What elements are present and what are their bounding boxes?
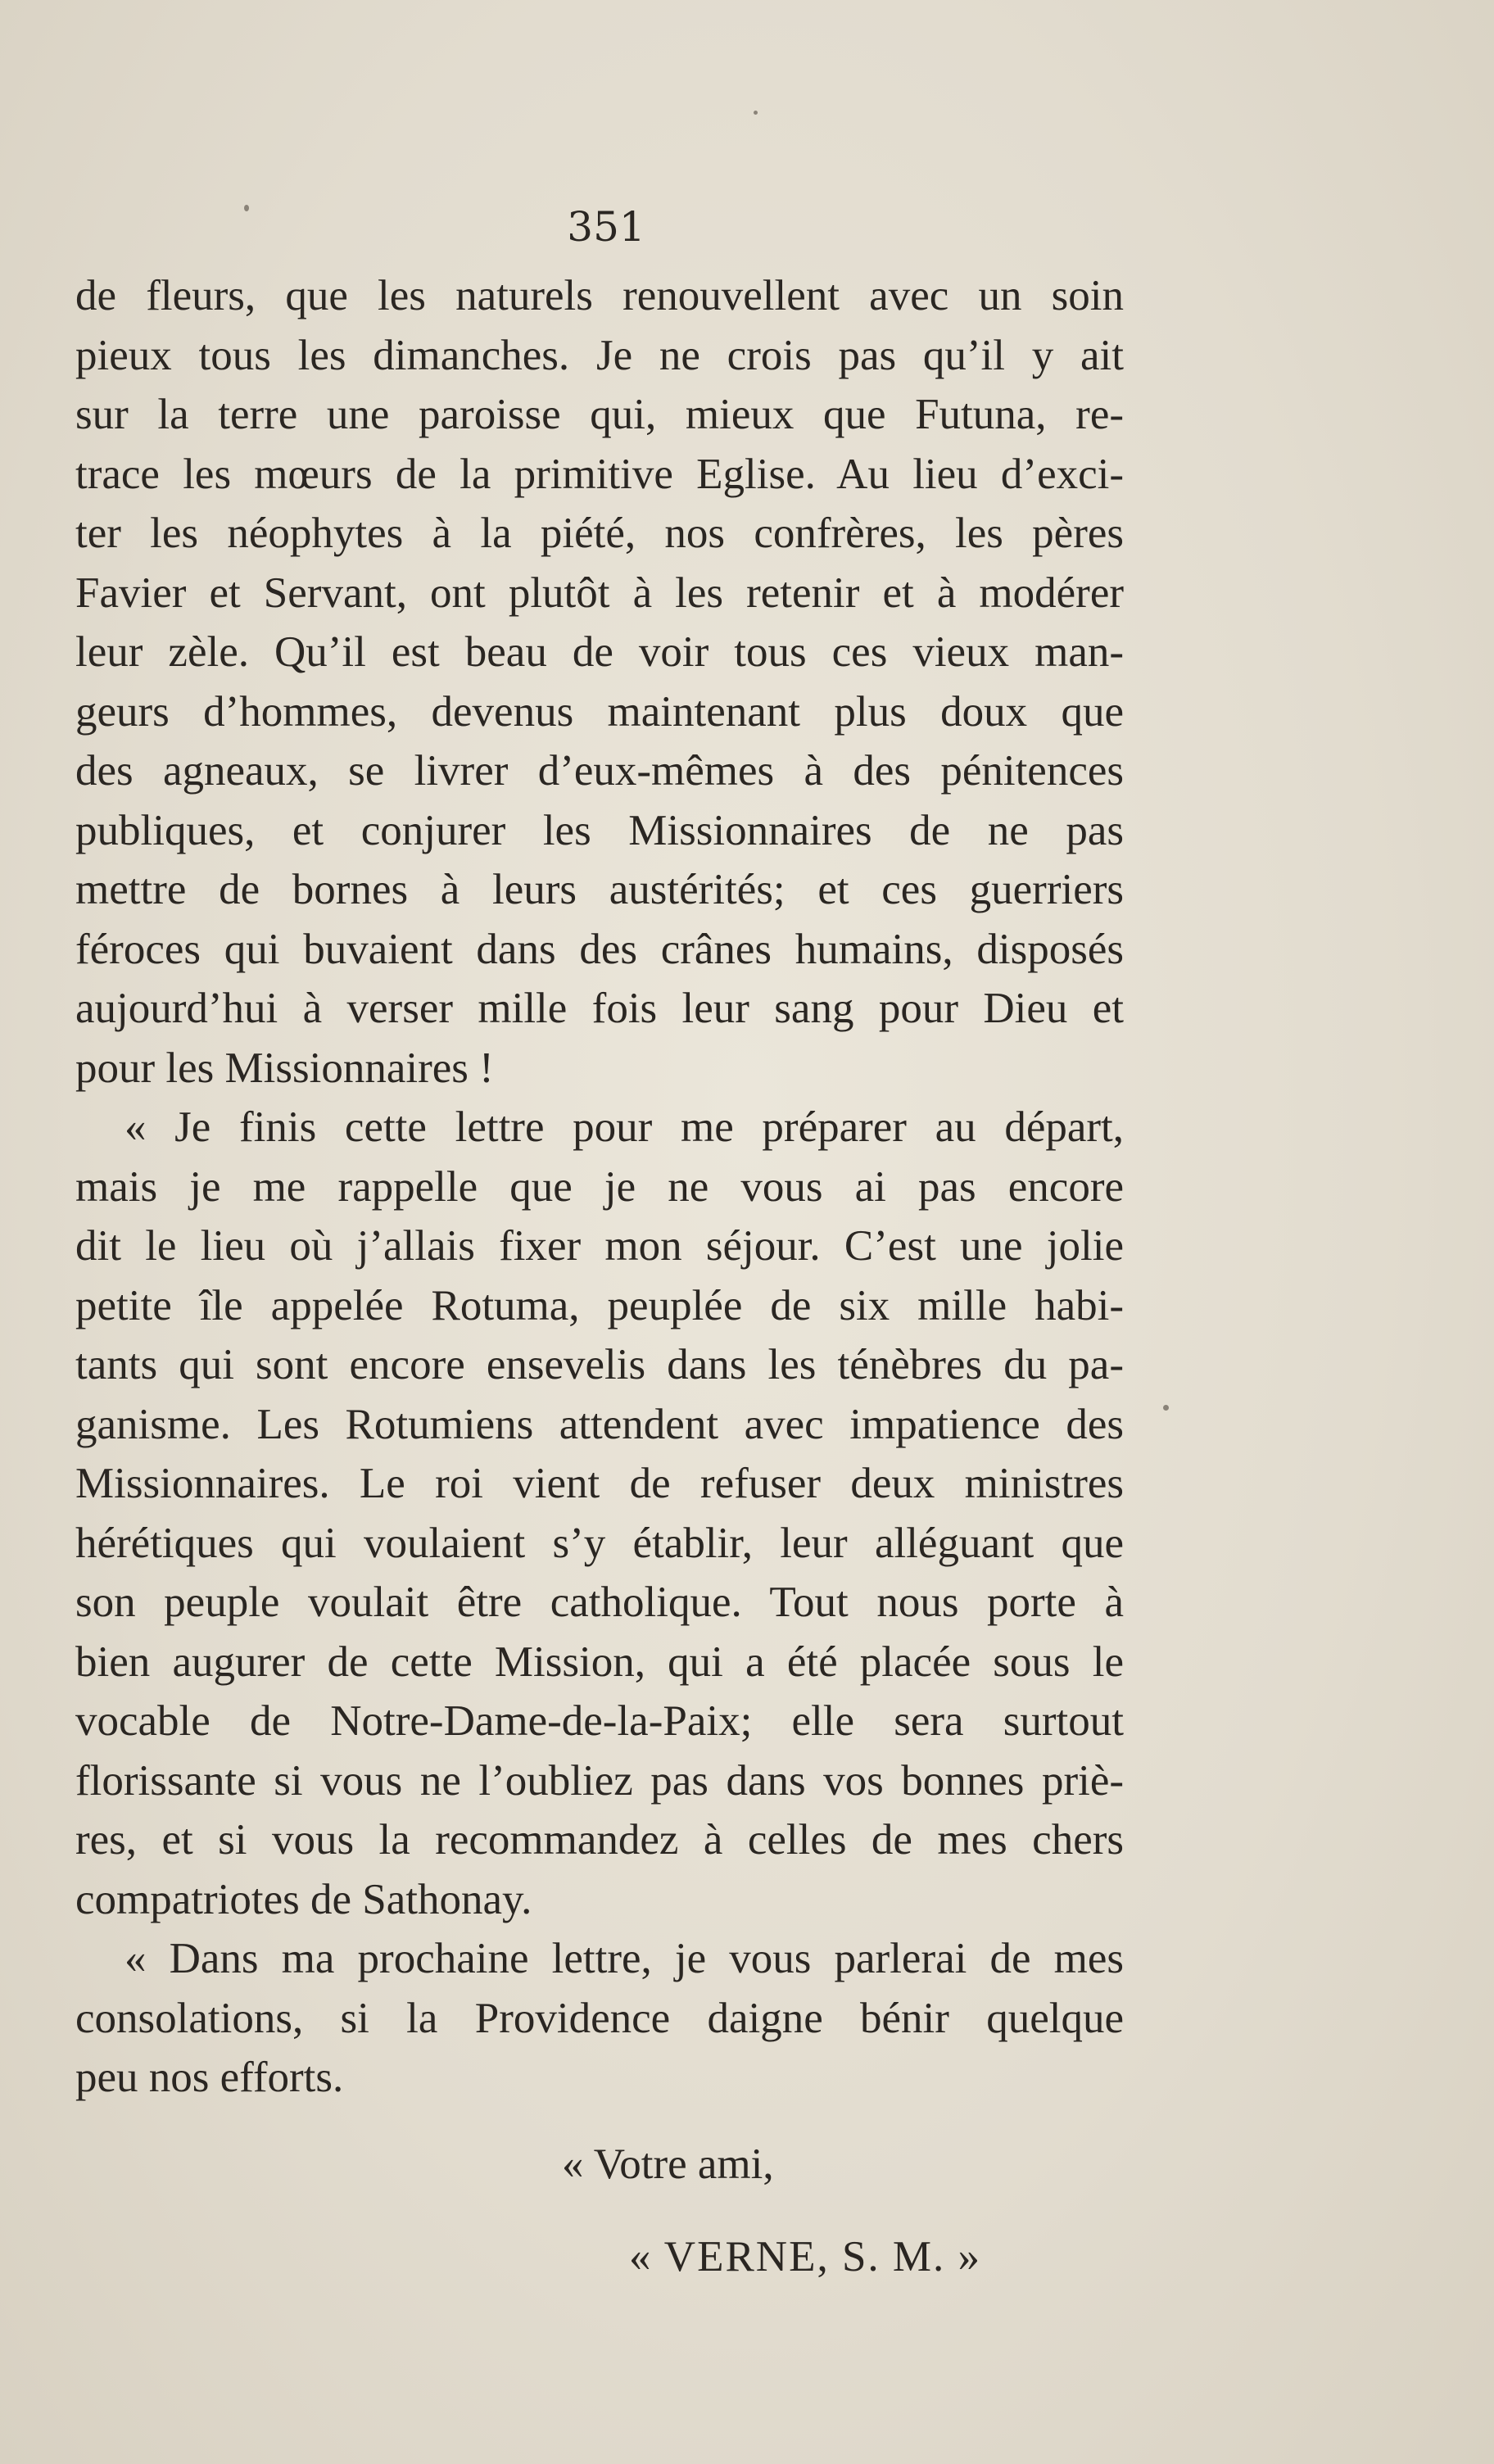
text-line: ter les néophytes à la piété, nos confrères, les pères — [75, 510, 1124, 557]
text-line: consolations, si la Providence daigne bénir quelque — [75, 1994, 1124, 2042]
text-line: de fleurs, que les naturels renouvellent avec un soin — [75, 272, 1124, 319]
signature: « VERNE, S. M. » — [629, 2233, 982, 2281]
text-line: trace les mœurs de la primitive Eglise. Au lieu d’exci- — [75, 450, 1124, 498]
text-line: pieux tous les dimanches. Je ne crois pas qu’il y ait — [75, 331, 1124, 379]
text-line: pour les Missionnaires ! — [75, 1044, 494, 1092]
text-line: publiques, et conjurer les Missionnaires de ne pas — [75, 806, 1124, 854]
body-text — [75, 266, 1124, 2108]
text-line: res, et si vous la recommandez à celles de mes chers — [75, 1816, 1124, 1864]
text-line: peu nos efforts. — [75, 2054, 344, 2101]
text-line: petite île appelée Rotuma, peuplée de six mille habi- — [75, 1281, 1124, 1329]
paper-speck — [754, 111, 758, 115]
text-line: compatriotes de Sathonay. — [75, 1875, 532, 1923]
text-line: hérétiques qui voulaient s’y établir, leur alléguant que — [75, 1519, 1124, 1567]
paper-speck — [244, 205, 249, 211]
paragraph — [75, 1098, 1124, 1929]
text-line: Missionnaires. Le roi vient de refuser deux ministres — [75, 1460, 1124, 1507]
text-line: aujourd’hui à verser mille fois leur sang pour Dieu et — [75, 985, 1124, 1032]
text-line: Favier et Servant, ont plutôt à les retenir et à modérer — [75, 568, 1124, 617]
text-line: mettre de bornes à leurs austérités; et ces guerriers — [75, 866, 1124, 913]
paper-speck — [1163, 1405, 1169, 1411]
text-line: son peuple voulait être catholique. Tout nous porte à — [75, 1578, 1124, 1626]
text-line: geurs d’hommes, devenus maintenant plus doux que — [75, 687, 1124, 736]
page-number: 351 — [567, 203, 645, 251]
text-line: sur la terre une paroisse qui, mieux que Futuna, re- — [75, 391, 1124, 438]
text-line: « Je finis cette lettre pour me préparer au départ, — [124, 1103, 1124, 1151]
text-line: tants qui sont encore ensevelis dans les ténèbres du pa- — [75, 1341, 1124, 1388]
text-line: des agneaux, se livrer d’eux-mêmes à des pénitences — [75, 747, 1124, 795]
paragraph — [75, 1929, 1124, 2108]
text-line: dit le lieu où j’allais fixer mon séjour. C’est une jolie — [75, 1222, 1124, 1270]
text-line: féroces qui buvaient dans des crânes humains, disposés — [75, 925, 1124, 973]
salutation: « Votre ami, — [562, 2140, 774, 2188]
text-line: « Dans ma prochaine lettre, je vous parlerai de mes — [124, 1935, 1124, 1982]
text-line: vocable de Notre-Dame-de-la-Paix; elle sera surtout — [75, 1697, 1124, 1745]
paragraph — [75, 266, 1124, 1098]
text-line: leur zèle. Qu’il est beau de voir tous ces vieux man- — [75, 628, 1124, 676]
text-line: mais je me rappelle que je ne vous ai pas encore — [75, 1162, 1124, 1211]
text-line: ganisme. Les Rotumiens attendent avec impatience des — [75, 1400, 1124, 1448]
text-line: florissante si vous ne l’oubliez pas dans vos bonnes priè- — [75, 1756, 1124, 1805]
text-line: bien augurer de cette Mission, qui a été placée sous le — [75, 1637, 1124, 1686]
